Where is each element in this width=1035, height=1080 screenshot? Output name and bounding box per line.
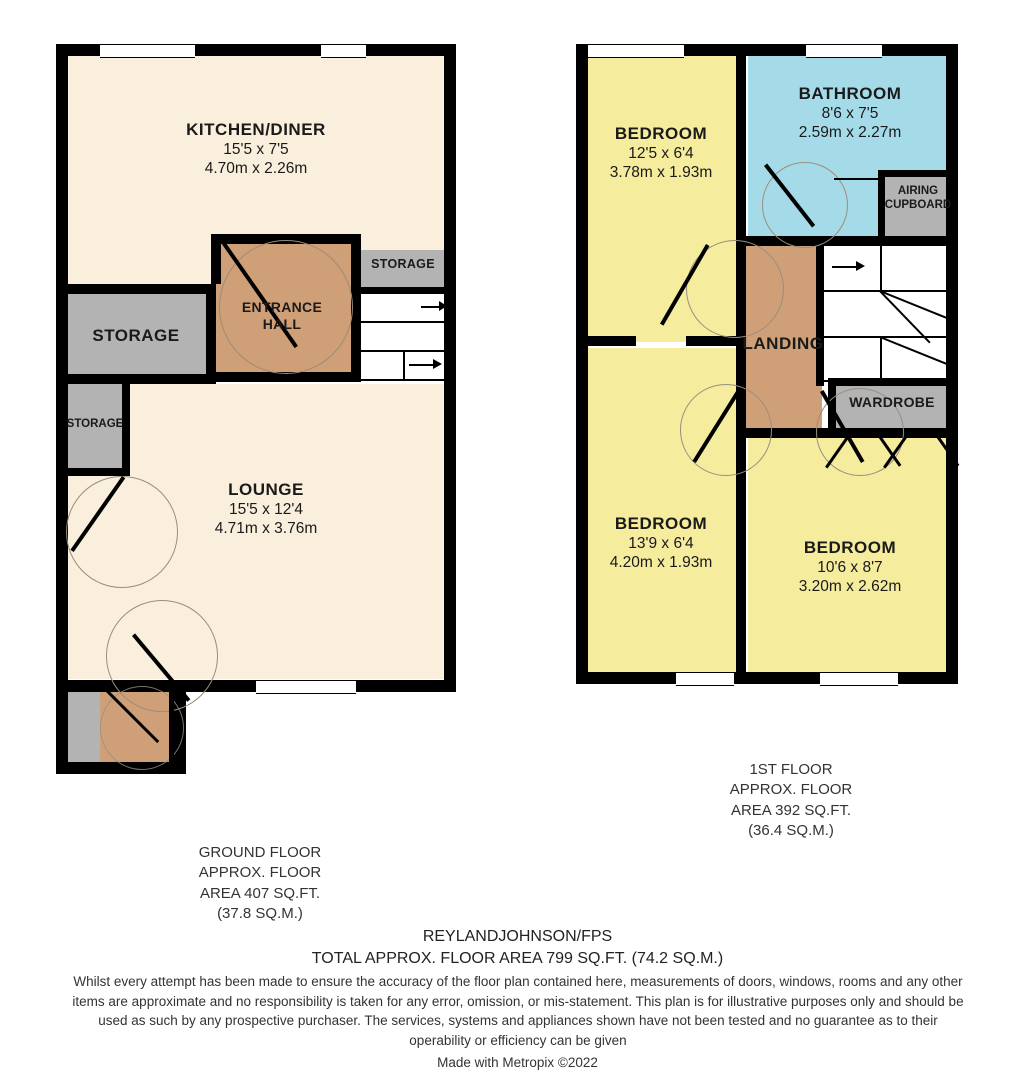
wall1-bottom-left [576,672,676,684]
wall-bottom-right [356,680,456,692]
window-lounge [256,680,356,694]
window-kitchen-2 [321,44,366,58]
room-airing-cupboard [884,176,952,240]
wall-top-right [366,44,456,56]
entrance-hall-line2: HALL [262,316,302,333]
wall1-left-b [576,344,588,684]
lounge-imperial: 15'5 x 12'4 [228,500,303,518]
window-bed2 [676,672,734,686]
wall1-wardrobe-top [828,378,958,386]
ground-floor-plan [56,44,456,774]
entrance-hall-line1: ENTRANCE [241,299,323,315]
bedroom1-imperial: 12'5 x 6'4 [628,144,694,162]
wall-kitchen-bottom-left [56,284,216,294]
wall-top-mid [195,44,321,56]
porch-door-frame [169,690,174,764]
door-arc-entrance-kitchen [219,240,353,374]
caption-first-floor [676,760,906,841]
wardrobe-text: WARDROBE [849,394,935,410]
bedroom1-name: BEDROOM [614,124,708,143]
bedroom2-imperial: 13'9 x 6'4 [628,534,694,552]
window-bed3 [820,672,898,686]
kitchen-metric: 4.70m x 2.26m [204,159,308,177]
wall1-bed1-right [736,44,746,254]
disclaimer-text: Whilst every attempt has been made to ensure the accuracy of the floor plan contained here, measurements of doors, windows, rooms and any other items are approximate and no responsibility is taken for any error, omission, or mis-statement. This plan is for illustrative purposes only and should be used as such by any prospective purchaser. The services, systems and appliances shown have not been tested and no guarantee as to their operability or efficiency can be given [72,974,964,1048]
wall1-bed1-bottom [576,336,636,346]
bathroom-imperial: 8'6 x 7'5 [821,104,879,122]
storage-top-text: STORAGE [371,257,435,271]
room-storage-left [62,293,212,377]
bathroom-name: BATHROOM [798,84,902,103]
stairs-first [824,244,952,382]
room-storage-small [62,384,130,474]
wall-storage-left-bottom [56,374,216,384]
wall-storage-small-bottom [56,468,130,476]
wall-storage-small-right [122,380,130,474]
wall1-airing-left [878,170,885,240]
wall1-bottom-right [898,672,958,684]
first-floor-plan [576,44,958,694]
airing-line1: AIRING [897,185,939,197]
wall-left-porch [56,680,68,774]
bedroom3-metric: 3.20m x 2.62m [798,577,902,595]
wall-left-mid [56,294,68,380]
stairs-ground [357,292,450,380]
landing-text: LANDING [742,334,824,353]
total-area: TOTAL APPROX. FLOOR AREA 799 SQ.FT. (74.2 SQ.M.) [311,950,724,967]
first-floor-line1: 1ST FLOOR [749,761,833,778]
airing-line2: CUPBOARD [884,199,952,212]
ground-floor-line4: (37.8 SQ.M.) [217,904,303,922]
lounge-metric: 4.71m x 3.76m [214,519,318,537]
wall-storage-top-bottom [351,287,456,294]
storage-small-text: STORAGE [66,418,124,430]
wall1-landing-right [816,246,824,386]
wall1-right [946,44,958,684]
wall-right-lower [444,240,456,690]
room-storage-top [357,250,450,292]
wall1-airing-top [878,170,958,177]
window-bed1 [588,44,684,58]
bedroom2-name: BEDROOM [614,514,708,533]
storage-left-text: STORAGE [92,326,180,345]
window-bath [806,44,882,58]
kitchen-name: KITCHEN/DINER [186,120,326,139]
wall1-left-a [576,44,588,344]
ground-floor-line3: AREA 407 SQ.FT. [199,884,321,902]
wall-left-upper [56,44,68,294]
wall1-bottom-mid [734,672,820,684]
bedroom1-metric: 3.78m x 1.93m [609,163,713,181]
bedroom3-name: BEDROOM [803,538,897,557]
agency-name: REYLANDJOHNSON/FPS [422,928,613,945]
bedroom3-imperial: 10'6 x 8'7 [817,558,883,576]
caption-ground-floor [145,843,375,924]
window-kitchen-1 [100,44,195,58]
wall-storage-left-right [206,287,216,379]
bedroom2-metric: 4.20m x 1.93m [609,553,713,571]
ground-floor-line1: GROUND FLOOR [198,844,322,861]
lounge-name: LOUNGE [228,480,304,499]
airing-door-line [834,178,884,180]
first-floor-line3: AREA 392 SQ.FT. [730,801,852,819]
wall-right-upper [444,44,456,240]
first-floor-line2: APPROX. FLOOR [729,781,853,799]
ground-floor-line2: APPROX. FLOOR [198,864,322,882]
metropix-credit: Made with Metropix ©2022 [437,1055,598,1070]
bathroom-metric: 2.59m x 2.27m [798,123,902,141]
kitchen-imperial: 15'5 x 7'5 [223,140,289,158]
wall1-bath-bottom [736,236,958,246]
first-floor-line4: (36.4 SQ.M.) [748,821,834,839]
